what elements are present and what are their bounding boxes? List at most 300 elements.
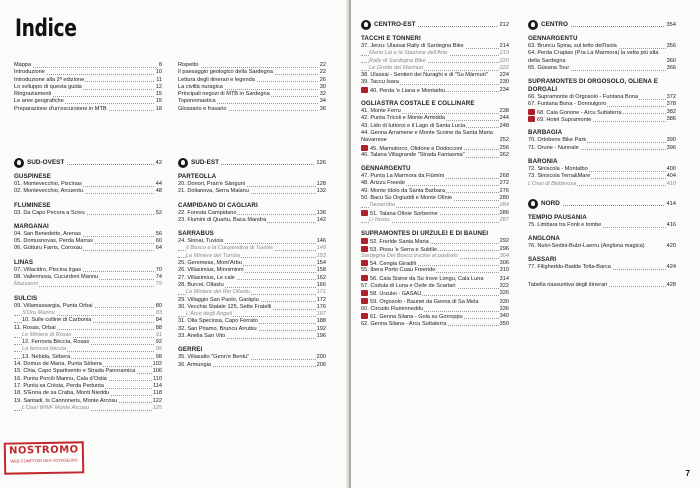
toc-entry-title: 12. Ferrovia Bèccia, Rosas bbox=[22, 339, 90, 346]
toc-entry[interactable] bbox=[178, 326, 326, 333]
section-heading: BARONIA bbox=[528, 157, 558, 165]
toc-entry-title: 76. Nulvi-Sedini-Bulzi-Laerru (Anglona magica) bbox=[528, 243, 676, 250]
toc-entry[interactable] bbox=[14, 303, 162, 310]
toc-entry-page: 336 bbox=[499, 305, 509, 312]
toc-entry-title: Mazzanni bbox=[14, 281, 38, 288]
toc-entry[interactable] bbox=[14, 274, 162, 281]
toc-entry-page: 84 bbox=[155, 317, 162, 324]
toc-entry[interactable] bbox=[361, 173, 509, 180]
intro-list-left bbox=[14, 62, 162, 113]
toc-entry-title: 62. Genna Silana - Arcu Suttaterra bbox=[361, 320, 447, 327]
toc-entry[interactable] bbox=[528, 109, 676, 116]
difficulty-badge-icon bbox=[361, 313, 368, 319]
toc-entry-title: 46. Talana Villagrande "Strada Fantasma" bbox=[361, 151, 465, 158]
toc-entry[interactable] bbox=[528, 101, 676, 108]
toc-entry-title: Le Miniere di Rosas bbox=[22, 331, 72, 338]
toc-entry[interactable] bbox=[361, 108, 509, 115]
toc-entry[interactable] bbox=[361, 87, 509, 94]
toc-entry-title: 09. Villamassargia, Punta Orbai bbox=[14, 302, 93, 309]
toc-entry[interactable] bbox=[178, 362, 326, 369]
toc-entry[interactable] bbox=[361, 283, 509, 290]
toc-entry[interactable] bbox=[528, 181, 676, 188]
toc-entry-page: 220 bbox=[499, 57, 509, 64]
toc-entry-title: 71. Orune - Nunnale bbox=[528, 144, 579, 151]
toc-entry[interactable] bbox=[361, 290, 509, 297]
toc-entry-page: 390 bbox=[666, 137, 676, 144]
toc-entry-title: 07. Villacidro, Piscina Irgas bbox=[14, 266, 82, 273]
toc-entry[interactable] bbox=[14, 69, 162, 76]
toc-entry-title: Preparazione d'un'escursione in MTB bbox=[14, 105, 107, 112]
toc-entry[interactable] bbox=[178, 304, 326, 311]
toc-entry[interactable] bbox=[361, 260, 509, 267]
section-heading: OGLIASTRA COSTALE E COLLINARE bbox=[361, 100, 475, 108]
toc-entry-title: 75. Limbara tra Fonti e tombe bbox=[528, 221, 602, 228]
toc-entry[interactable] bbox=[361, 123, 509, 130]
toc-entry[interactable] bbox=[14, 84, 162, 91]
toc-entry[interactable] bbox=[14, 181, 162, 188]
toc-entry[interactable] bbox=[361, 210, 509, 217]
toc-entry-page: 428 bbox=[666, 281, 676, 288]
toc-entry-page: 149 bbox=[316, 245, 326, 252]
toc-entry-page: 162 bbox=[316, 274, 326, 281]
region-header-sud-ovest[interactable] bbox=[14, 159, 162, 167]
difficulty-badge-icon bbox=[361, 210, 368, 216]
toc-entry-page: 136 bbox=[316, 209, 326, 216]
toc-entry-title: Toponomastica bbox=[178, 98, 216, 105]
toc-entry[interactable] bbox=[178, 91, 326, 98]
toc-entry[interactable] bbox=[178, 98, 326, 105]
toc-entry[interactable] bbox=[14, 188, 162, 195]
toc-entry-page: 102 bbox=[152, 361, 162, 368]
toc-entry-page: 196 bbox=[316, 333, 326, 340]
toc-entry-title: 69. Hotel Supramonte bbox=[528, 116, 592, 123]
region-column-centro bbox=[528, 12, 676, 289]
section-heading: PARTEOLLA bbox=[178, 173, 217, 180]
toc-entry-page: 200 bbox=[316, 354, 326, 361]
toc-entry-title: Ringraziamenti bbox=[14, 91, 52, 98]
toc-entry[interactable] bbox=[361, 253, 509, 260]
section-heading: ANGLONA bbox=[528, 235, 560, 243]
toc-entry-page: 30 bbox=[319, 83, 326, 90]
toc-entry[interactable] bbox=[178, 311, 326, 318]
toc-entry[interactable] bbox=[14, 106, 162, 113]
toc-entry[interactable] bbox=[14, 210, 162, 217]
toc-entry-title: 60. Circuito Fluminneddu bbox=[361, 305, 424, 312]
toc-entry[interactable] bbox=[14, 281, 162, 288]
toc-entry-page: 88 bbox=[155, 324, 162, 331]
toc-entry[interactable] bbox=[14, 267, 162, 274]
toc-entry[interactable] bbox=[14, 332, 162, 339]
toc-entry-page: 98 bbox=[155, 353, 162, 360]
toc-entry-title: L'Oasi di Bidderosa bbox=[528, 180, 577, 187]
toc-entry-page: 74 bbox=[155, 274, 162, 281]
difficulty-badge-icon bbox=[361, 298, 368, 304]
region-page: 354 bbox=[666, 22, 676, 28]
toc-entry-page: 400 bbox=[666, 165, 676, 172]
toc-entry[interactable] bbox=[178, 181, 326, 188]
section-heading: CAMPIDANO DI CAGLIARI bbox=[178, 201, 258, 209]
region-header-sud-est[interactable] bbox=[178, 159, 326, 167]
right-page bbox=[351, 0, 700, 488]
toc-entry-title: 36. Armungia bbox=[178, 361, 211, 368]
toc-entry-page: 314 bbox=[499, 275, 509, 282]
region-globe-icon bbox=[528, 20, 538, 30]
toc-entry-page: 326 bbox=[499, 290, 509, 297]
toc-entry-title: 53. Pissu 'e Serra e Suldile bbox=[361, 246, 438, 253]
toc-entry-page: 234 bbox=[499, 86, 509, 93]
toc-entry-title: 08. Vallermosa, Cucurdoni Mannu bbox=[14, 274, 99, 281]
toc-entry[interactable] bbox=[528, 137, 676, 144]
toc-entry[interactable] bbox=[361, 313, 509, 320]
toc-entry[interactable] bbox=[528, 50, 676, 65]
toc-entry[interactable] bbox=[361, 72, 509, 79]
toc-entry-page: 132 bbox=[316, 188, 326, 195]
toc-entry[interactable] bbox=[14, 346, 162, 353]
toc-entry-title: 15. Chia, Capo Spartivento e Strada Panoramica bbox=[14, 368, 136, 375]
toc-entry-page: 8 bbox=[158, 62, 162, 68]
toc-entry-title: Rispetto bbox=[178, 62, 199, 68]
toc-entry-title: 26. Villasimius, Minniminni bbox=[178, 267, 244, 274]
toc-entry-title: 01. Montevecchio, Piscinas bbox=[14, 181, 82, 187]
toc-entry-title: 02. Montevecchio, Arcuentu bbox=[14, 188, 84, 195]
region-globe-icon bbox=[528, 199, 538, 209]
toc-entry[interactable] bbox=[14, 77, 162, 84]
section-heading: GUSPINESE bbox=[14, 173, 52, 180]
difficulty-badge-icon bbox=[361, 260, 368, 266]
toc-entry[interactable] bbox=[178, 188, 326, 195]
toc-entry[interactable] bbox=[528, 145, 676, 152]
toc-entry-title: Maria Lai e la Stazione dell'Arte bbox=[369, 50, 448, 57]
toc-entry-title: 55. Ibera Porto Cuau Freeride bbox=[361, 267, 436, 274]
toc-entry-title: 49. Monte Idolo da Santa Barbara bbox=[361, 187, 445, 194]
toc-entry-page: 154 bbox=[316, 260, 326, 267]
region-page: 126 bbox=[316, 160, 326, 166]
toc-entry-page: 18 bbox=[155, 105, 162, 112]
toc-entry[interactable] bbox=[14, 361, 162, 368]
toc-entry[interactable] bbox=[361, 152, 509, 159]
section-heading: SULCIS bbox=[14, 294, 38, 302]
toc-entry-page: 188 bbox=[316, 318, 326, 325]
toc-entry-page: 80 bbox=[155, 302, 162, 309]
toc-entry-page: 176 bbox=[316, 303, 326, 310]
toc-entry-page: 404 bbox=[666, 173, 676, 180]
toc-entry[interactable] bbox=[178, 217, 326, 224]
toc-entry[interactable] bbox=[361, 246, 509, 253]
toc-entry-page: 224 bbox=[499, 72, 509, 79]
toc-entry-page: 292 bbox=[499, 238, 509, 245]
toc-entry-title: 57. Codula di Luna e Ovile de Scartari bbox=[361, 283, 456, 290]
toc-entry-page: 256 bbox=[499, 144, 509, 151]
toc-entry-title: 13. Nebida, Sèbera bbox=[22, 353, 71, 360]
toc-entry-title: La civiltà nuragica bbox=[178, 83, 223, 90]
toc-entry[interactable] bbox=[14, 231, 162, 238]
toc-entry-title: 18. S'Enna de sa Craba, Monti Nieddu bbox=[14, 390, 110, 397]
toc-entry[interactable] bbox=[361, 50, 509, 57]
toc-entry-page: 95 bbox=[155, 346, 162, 353]
toc-entry-title: Le Grotte dei Marmuri bbox=[369, 64, 424, 71]
toc-entry-page: 382 bbox=[666, 108, 676, 115]
toc-entry[interactable] bbox=[14, 390, 162, 397]
toc-entry[interactable] bbox=[14, 376, 162, 383]
region-header-centro-est[interactable] bbox=[361, 21, 509, 29]
toc-entry[interactable] bbox=[178, 282, 326, 289]
toc-entry[interactable] bbox=[361, 130, 509, 145]
toc-entry[interactable] bbox=[361, 275, 509, 283]
toc-entry[interactable] bbox=[361, 65, 509, 72]
toc-entry-title: 70. Ortobene Bike Park bbox=[528, 137, 587, 144]
section-heading: TACCHI E TONNERI bbox=[361, 35, 421, 42]
toc-entry-page: 44 bbox=[155, 181, 162, 187]
toc-entry[interactable] bbox=[361, 202, 509, 209]
toc-entry[interactable] bbox=[361, 180, 509, 187]
toc-entry[interactable] bbox=[361, 79, 509, 86]
toc-entry-title: Rally di Sardegna Bike bbox=[369, 57, 426, 64]
toc-entry-page: 32 bbox=[319, 91, 326, 98]
toc-entry[interactable] bbox=[14, 405, 162, 412]
toc-entry[interactable] bbox=[178, 84, 326, 91]
toc-entry-title: Lo sviluppo di questa guida bbox=[14, 83, 82, 90]
section-heading: SARRABUS bbox=[178, 230, 214, 238]
toc-entry[interactable] bbox=[528, 166, 676, 173]
toc-entry[interactable] bbox=[361, 115, 509, 122]
toc-entry-title: Le Miniere del Turràia bbox=[186, 252, 240, 259]
toc-entry-title: Le aree geografiche bbox=[14, 98, 64, 105]
toc-entry[interactable] bbox=[528, 282, 676, 289]
toc-entry[interactable] bbox=[14, 238, 162, 245]
toc-entry[interactable] bbox=[528, 243, 676, 250]
toc-entry-title: 19. Santadi, Is Cannoneris, Monte Arcosu bbox=[14, 397, 118, 404]
toc-entry[interactable] bbox=[361, 188, 509, 195]
region-header-centro[interactable] bbox=[528, 21, 676, 29]
toc-entry[interactable] bbox=[14, 310, 162, 317]
toc-entry-title: 33. Anelia San Vito bbox=[178, 333, 226, 340]
toc-entry[interactable] bbox=[178, 106, 326, 113]
toc-entry-page: 248 bbox=[499, 122, 509, 129]
toc-entry[interactable] bbox=[528, 65, 676, 72]
toc-entry-page: 26 bbox=[319, 76, 326, 83]
toc-entry[interactable] bbox=[14, 368, 162, 375]
toc-entry-page: 372 bbox=[666, 94, 676, 101]
toc-entry-title: 38. Ulassai - Sentieri dei Nuraghi e di "Su Màrmuri" bbox=[361, 72, 509, 79]
toc-entry[interactable] bbox=[178, 333, 326, 340]
toc-entry[interactable] bbox=[361, 238, 509, 245]
toc-entry[interactable] bbox=[178, 69, 326, 76]
toc-entry-page: 125 bbox=[152, 404, 162, 411]
toc-entry-page: 238 bbox=[499, 108, 509, 115]
section-heading: SASSARI bbox=[528, 256, 557, 264]
toc-entry-title: 47. Punta La Marmora da Fiùmini bbox=[361, 173, 445, 180]
toc-entry-title: 59. Orgosolo - Baunei da Genna di Sa Mela bbox=[361, 298, 509, 306]
left-page bbox=[0, 0, 349, 488]
toc-entry[interactable] bbox=[14, 62, 162, 69]
toc-entry-title: 43. Lido di Iuttoroi e il Lago di Santa Lucia bbox=[361, 122, 466, 129]
toc-entry-page: 48 bbox=[155, 188, 162, 195]
toc-entry[interactable] bbox=[361, 43, 509, 50]
toc-entry[interactable] bbox=[361, 195, 509, 202]
toc-entry-title: 66. Supramonte di Orgosolo - Funtana Bona bbox=[528, 94, 639, 101]
toc-entry[interactable] bbox=[178, 210, 326, 217]
toc-entry-title: 05. Domusnovas, Perda Marras bbox=[14, 238, 93, 245]
page-title: Indice bbox=[15, 14, 77, 42]
toc-entry-page: 396 bbox=[666, 144, 676, 151]
toc-entry-page: 230 bbox=[499, 79, 509, 86]
difficulty-badge-icon bbox=[361, 290, 368, 296]
toc-entry-title: 20. Donori, Pran'e Sànguni bbox=[178, 181, 245, 187]
page-number: 7 bbox=[685, 469, 690, 478]
toc-entry[interactable] bbox=[14, 245, 162, 252]
toc-entry[interactable] bbox=[178, 253, 326, 260]
toc-entry[interactable] bbox=[361, 321, 509, 328]
toc-entry-page: 56 bbox=[155, 230, 162, 237]
toc-entry[interactable] bbox=[528, 94, 676, 101]
toc-entry-title: 23. Flumini di Quartu, Baca Mandra bbox=[178, 216, 267, 223]
toc-entry-page: 70 bbox=[155, 266, 162, 273]
toc-entry[interactable] bbox=[178, 238, 326, 245]
toc-entry[interactable] bbox=[178, 289, 326, 296]
toc-entry[interactable] bbox=[14, 325, 162, 332]
toc-entry[interactable] bbox=[178, 260, 326, 267]
toc-entry-title: 48. Arizzu Freede bbox=[361, 180, 405, 187]
toc-entry-page: 166 bbox=[316, 281, 326, 288]
toc-entry-title: 39. Taccu Isara bbox=[361, 79, 399, 86]
toc-entry[interactable] bbox=[14, 91, 162, 98]
toc-entry-page: 12 bbox=[155, 83, 162, 90]
region-column-centro-est bbox=[361, 12, 509, 328]
toc-entry-title: 52. Freride Santa Maria bbox=[361, 238, 430, 245]
toc-entry[interactable] bbox=[14, 354, 162, 361]
toc-entry-title: 06. Gùtturu Farris, Coroxau bbox=[14, 245, 83, 252]
toc-entry-title: Il paesaggio geologico della Sardegna bbox=[178, 69, 273, 76]
toc-entry[interactable] bbox=[178, 62, 326, 69]
toc-entry-page: 366 bbox=[666, 64, 676, 71]
toc-entry-page: 340 bbox=[499, 313, 509, 320]
toc-entry[interactable] bbox=[361, 306, 509, 313]
region-column-sud-est bbox=[178, 150, 326, 369]
toc-entry[interactable] bbox=[178, 245, 326, 252]
toc-entry[interactable] bbox=[528, 116, 676, 123]
stamp-title: NOSTROMO bbox=[8, 444, 79, 457]
region-globe-icon bbox=[14, 158, 24, 168]
region-label: SUD-OVEST bbox=[27, 159, 65, 166]
toc-entry-page: 172 bbox=[316, 296, 326, 303]
region-header-nord[interactable] bbox=[528, 200, 676, 208]
region-globe-icon bbox=[361, 20, 371, 30]
section-heading: FLUMINESE bbox=[14, 201, 51, 209]
toc-entry-title: Lettura degli itinerari e legenda bbox=[178, 76, 255, 83]
toc-entry[interactable] bbox=[361, 267, 509, 274]
toc-entry-title: 30. Vecchia Statale 125, Sette Fratelli bbox=[178, 303, 272, 310]
toc-entry[interactable] bbox=[14, 339, 162, 346]
toc-entry[interactable] bbox=[528, 264, 676, 271]
toc-entry-title: 40. Perda 'e Liana e Montarbu bbox=[361, 87, 446, 94]
toc-entry[interactable] bbox=[178, 354, 326, 361]
section-heading: BARBAGIA bbox=[528, 129, 563, 137]
toc-entry-page: 287 bbox=[499, 216, 509, 223]
toc-entry-title: Glossario e frasario bbox=[178, 105, 227, 112]
toc-entry-title: 58. Urzulei - GASAU bbox=[361, 290, 422, 297]
toc-entry-title: Introduzione bbox=[14, 69, 45, 76]
toc-entry[interactable] bbox=[14, 398, 162, 405]
difficulty-badge-icon bbox=[361, 87, 368, 93]
toc-entry-title: 54. Cengia Giradili bbox=[361, 260, 417, 267]
toc-entry-page: 322 bbox=[499, 283, 509, 290]
toc-entry-title: Mappa bbox=[14, 62, 32, 68]
toc-entry-title: S'Oru Mannu bbox=[22, 309, 55, 316]
toc-entry-page: 52 bbox=[155, 209, 162, 216]
toc-entry[interactable] bbox=[14, 317, 162, 324]
toc-entry-title: 67. Funtana Bona - Donnulgoro bbox=[528, 101, 607, 108]
toc-entry-page: 296 bbox=[499, 245, 509, 252]
toc-entry-title: 56. Cala Sisine da Su Irove Longu, Cala Luna bbox=[361, 275, 509, 283]
toc-entry-page: 146 bbox=[316, 238, 326, 245]
toc-entry-page: 187 bbox=[316, 311, 326, 318]
toc-entry-page: 158 bbox=[316, 267, 326, 274]
toc-entry[interactable] bbox=[361, 145, 509, 152]
stamp-subtitle: WEB COMPTOIR DES VOYAGEURS bbox=[10, 457, 78, 464]
toc-entry-page: 128 bbox=[316, 181, 326, 187]
toc-entry[interactable] bbox=[178, 267, 326, 274]
toc-entry[interactable] bbox=[178, 275, 326, 282]
toc-entry-title: Introduzione alla 2ª edizione bbox=[14, 76, 85, 83]
toc-entry-page: 60 bbox=[155, 238, 162, 245]
toc-entry-title: 11. Rosas, Orbai bbox=[14, 324, 56, 331]
region-label: CENTRO bbox=[541, 21, 568, 28]
toc-entry-page: 304 bbox=[499, 252, 509, 259]
region-page: 212 bbox=[499, 22, 509, 28]
region-label: CENTRO-EST bbox=[374, 21, 416, 28]
toc-entry[interactable] bbox=[14, 383, 162, 390]
toc-entry-title: 77. Filigheddu-Badde Tolta-Barca bbox=[528, 264, 611, 271]
region-label: NORD bbox=[541, 199, 560, 207]
toc-entry[interactable] bbox=[528, 43, 676, 50]
region-page: 414 bbox=[666, 200, 676, 207]
toc-entry-page: 11 bbox=[156, 76, 162, 83]
section-heading: GERREI bbox=[178, 346, 203, 354]
toc-entry[interactable] bbox=[178, 77, 326, 84]
toc-entry-page: 206 bbox=[316, 361, 326, 368]
toc-entry-title: 32. San Priamo, Bruncu Arrubiu bbox=[178, 325, 257, 332]
toc-entry-page: 10 bbox=[155, 69, 162, 76]
toc-entry-title: 63. Bruncu Spina, sul tetto dell'Isola bbox=[528, 43, 617, 49]
toc-entry-title: 72. Siniscola - Montalbo bbox=[528, 165, 588, 172]
difficulty-badge-icon bbox=[528, 109, 535, 115]
toc-entry-page: 386 bbox=[666, 116, 676, 123]
toc-entry[interactable] bbox=[361, 58, 509, 65]
toc-entry[interactable] bbox=[528, 222, 676, 229]
toc-entry[interactable] bbox=[528, 173, 676, 180]
toc-entry-page: 15 bbox=[155, 98, 162, 105]
toc-entry-page: 22 bbox=[319, 62, 326, 68]
toc-entry-page: 424 bbox=[666, 264, 676, 271]
toc-entry[interactable] bbox=[14, 98, 162, 105]
toc-entry-title: L'Oasi WWF Monte Arcosu bbox=[22, 404, 89, 411]
toc-entry[interactable] bbox=[178, 297, 326, 304]
toc-entry-page: 79 bbox=[155, 281, 162, 288]
region-globe-icon bbox=[178, 158, 188, 168]
toc-entry-page: 416 bbox=[666, 221, 676, 228]
toc-entry-page: 360 bbox=[666, 57, 676, 64]
region-label: SUD-EST bbox=[191, 159, 220, 166]
toc-entry-title: 64. Perda Crapias (P.ta La Marmora) la vetta più alta della Sardegna bbox=[528, 50, 676, 65]
toc-entry-page: 272 bbox=[499, 180, 509, 187]
toc-entry-title: 21. Dolianova, Serra Malanu bbox=[178, 188, 249, 195]
toc-entry-page: 310 bbox=[499, 267, 509, 274]
toc-entry-page: 91 bbox=[155, 331, 162, 338]
toc-entry[interactable] bbox=[361, 298, 509, 306]
toc-entry[interactable] bbox=[361, 217, 509, 224]
toc-entry[interactable] bbox=[178, 318, 326, 325]
toc-entry-page: 192 bbox=[316, 325, 326, 332]
